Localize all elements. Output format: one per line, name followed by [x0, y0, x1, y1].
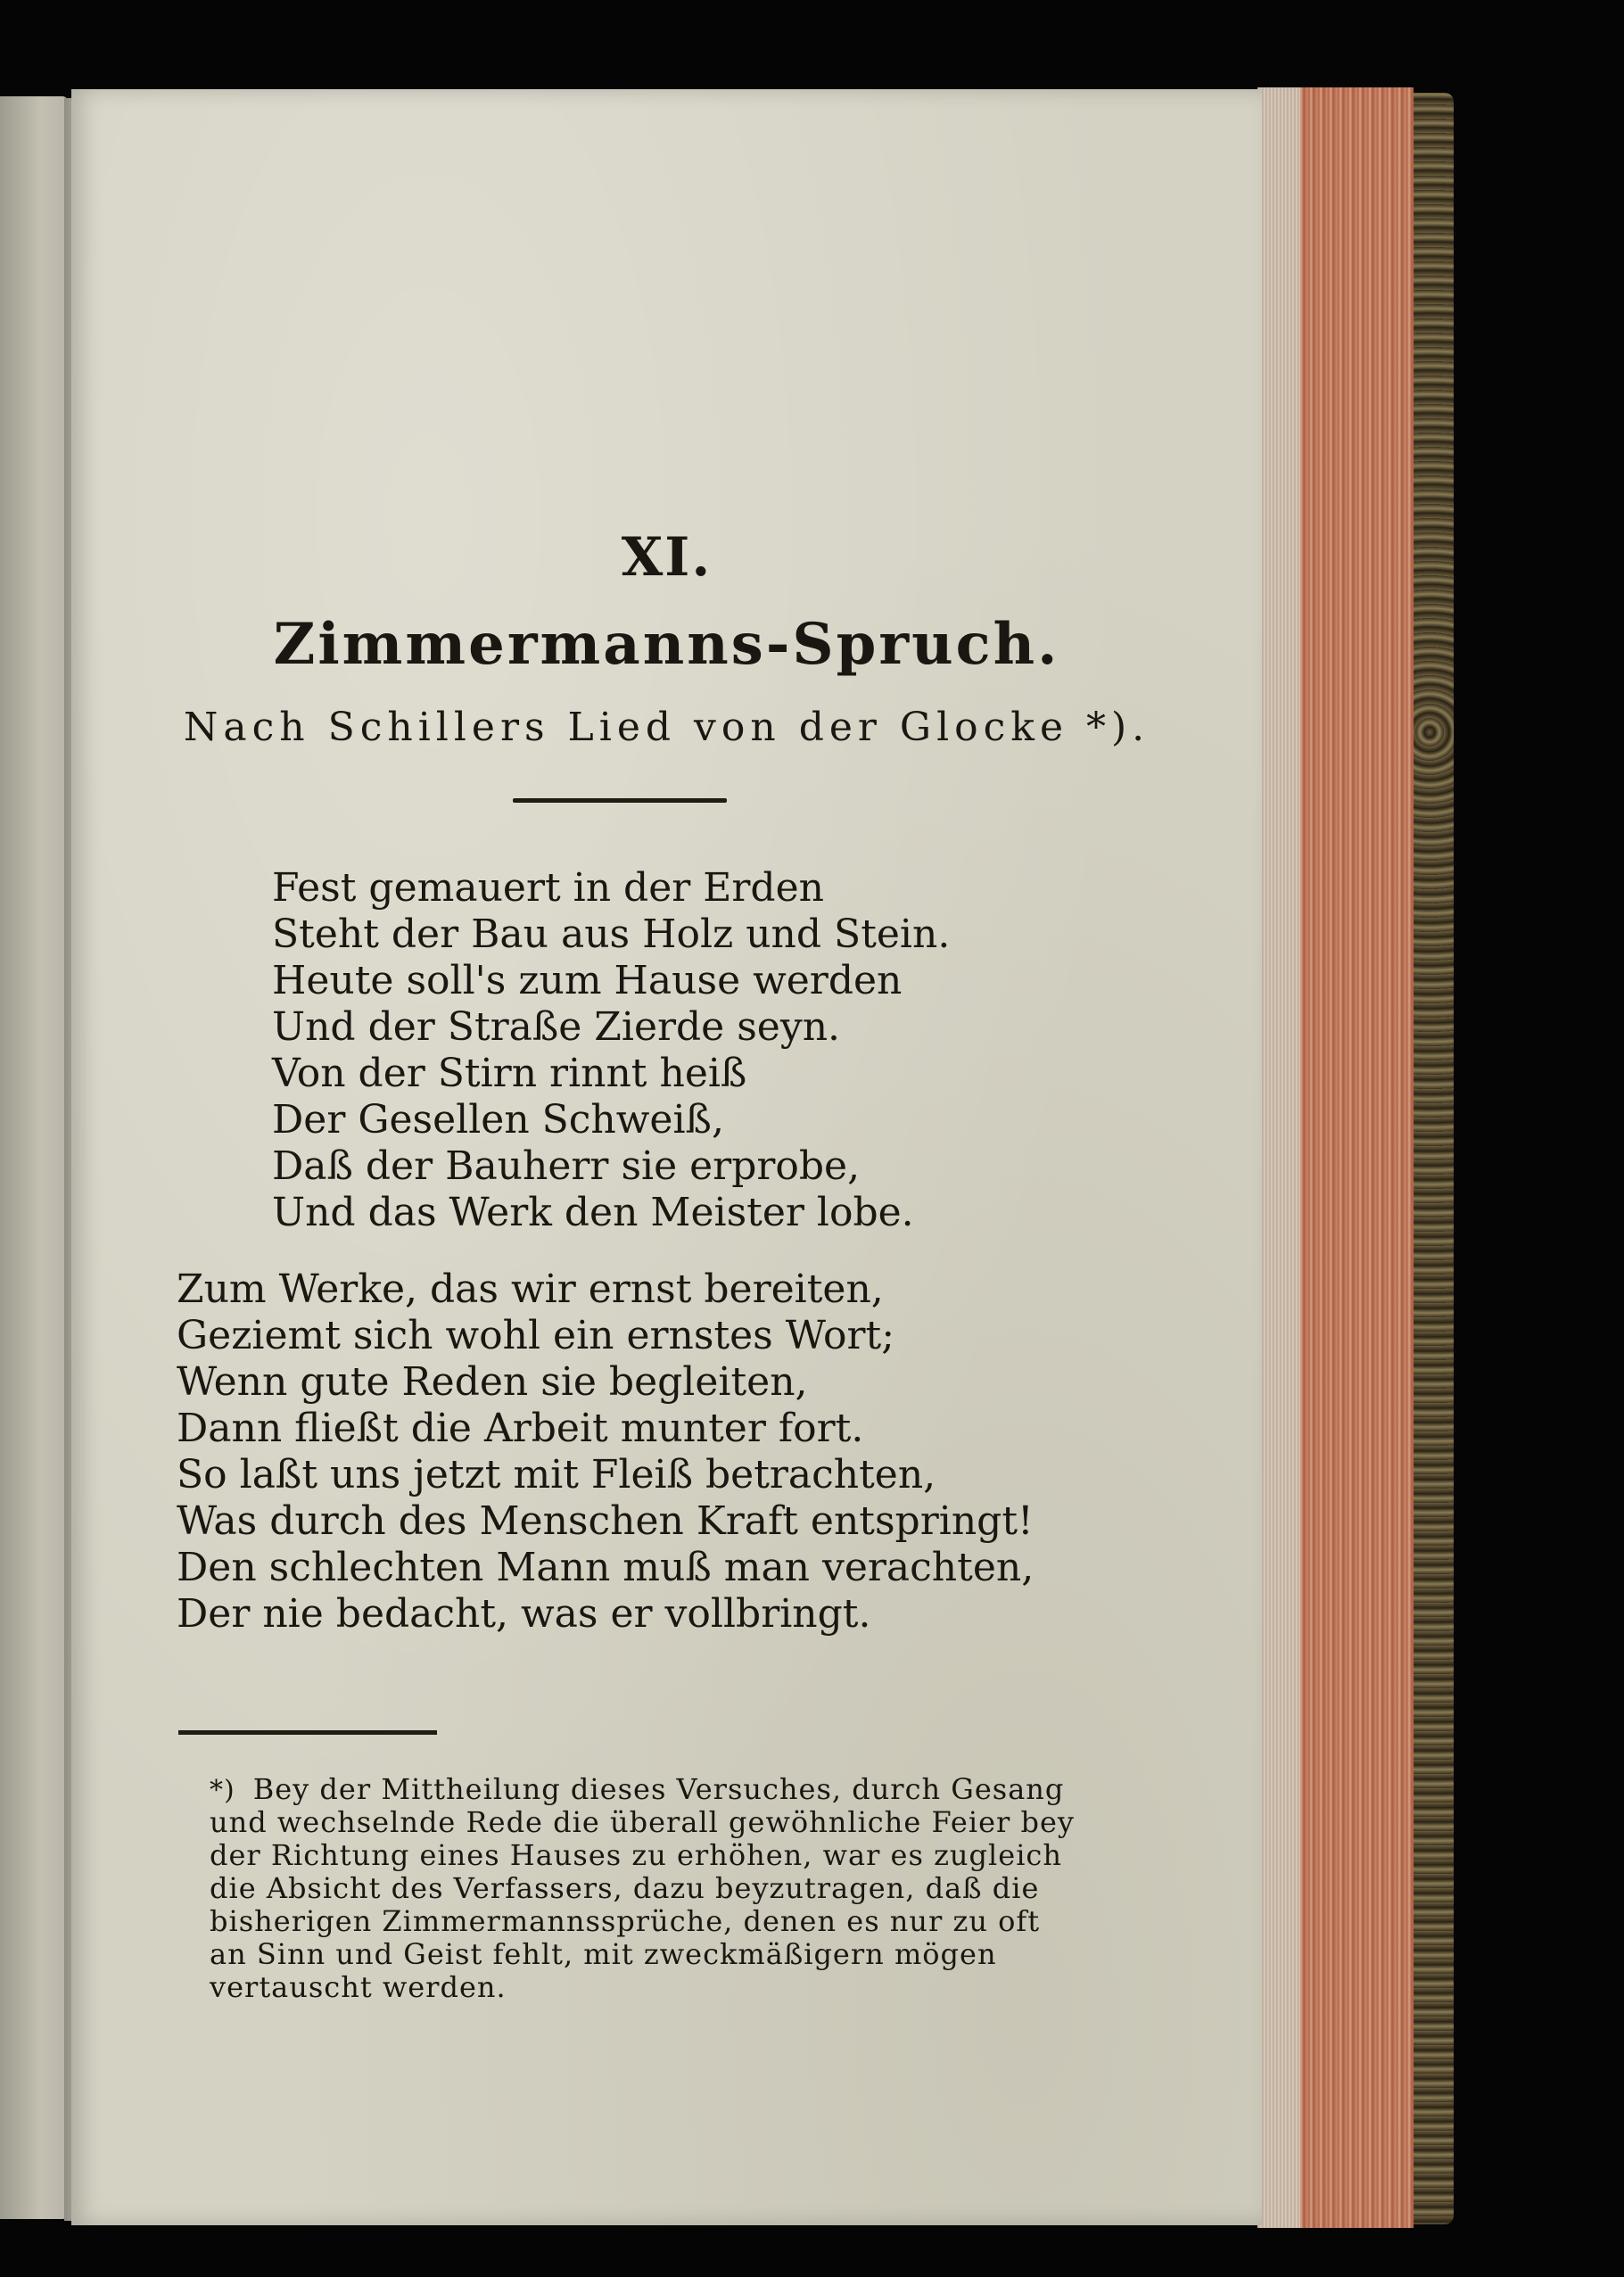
footnote-divider: [178, 1730, 437, 1735]
verse-line: Fest gemauert in der Erden: [272, 865, 824, 911]
subtitle: Nach Schillers Lied von der Glocke *).: [183, 705, 1150, 750]
footnote-line: der Richtung eines Hauses zu erhöhen, war es zugleich: [210, 1838, 1062, 1872]
verse-line: Und das Werk den Meister lobe.: [272, 1190, 914, 1235]
verse-line: Dann fließt die Arbeit munter fort.: [177, 1406, 864, 1451]
verse-line: Wenn gute Reden sie begleiten,: [177, 1359, 808, 1405]
page-edges: [1257, 87, 1414, 2228]
verse-line: Der Gesellen Schweiß,: [272, 1097, 724, 1143]
footnote-line: und wechselnde Rede die überall gewöhnliche Feier bey: [210, 1805, 1075, 1839]
footnote: [210, 1773, 1119, 2004]
verse-line: Den schlechten Mann muß man verachten,: [177, 1545, 1035, 1590]
verse-line: Zum Werke, das wir ernst bereiten,: [177, 1266, 884, 1312]
chapter-number: XI.: [621, 526, 713, 589]
stanza-2: [177, 1266, 1034, 1638]
verse-line: So laßt uns jetzt mit Fleiß betrachten,: [177, 1452, 936, 1497]
page-title: Zimmermanns-Spruch.: [273, 611, 1060, 678]
verse-line: Und der Straße Zierde seyn.: [272, 1004, 841, 1050]
footnote-line: vertauscht werden.: [210, 1970, 507, 2004]
footnote-line: bisherigen Zimmermannssprüche, denen es nur zu oft: [210, 1904, 1041, 1938]
verse-line: Von der Stirn rinnt heiß: [272, 1051, 747, 1096]
verse-line: Was durch des Menschen Kraft entspringt!: [177, 1498, 1034, 1544]
verse-line: Der nie bedacht, was er vollbringt.: [177, 1591, 871, 1637]
left-facing-page: [0, 96, 68, 2219]
stanza-1: [272, 865, 950, 1236]
marbled-cover-board: [1414, 93, 1454, 2224]
footnote-line: an Sinn und Geist fehlt, mit zweckmäßigern mögen: [210, 1937, 997, 1971]
verse-line: Geziemt sich wohl ein ernstes Wort;: [177, 1313, 895, 1358]
verse-line: Steht der Bau aus Holz und Stein.: [272, 912, 951, 957]
title-divider: [513, 798, 727, 803]
footnote-mark: *): [210, 1775, 235, 1806]
book-page: [71, 89, 1262, 2225]
verse-line: Daß der Bauherr sie erprobe,: [272, 1143, 861, 1189]
footnote-line: [210, 1773, 1119, 1806]
footnote-text: Bey der Mittheilung dieses Versuches, durch Gesang: [252, 1772, 1065, 1806]
verse-line: Heute soll's zum Hause werden: [272, 958, 903, 1003]
footnote-line: die Absicht des Verfassers, dazu beyzutragen, daß die: [210, 1871, 1040, 1905]
